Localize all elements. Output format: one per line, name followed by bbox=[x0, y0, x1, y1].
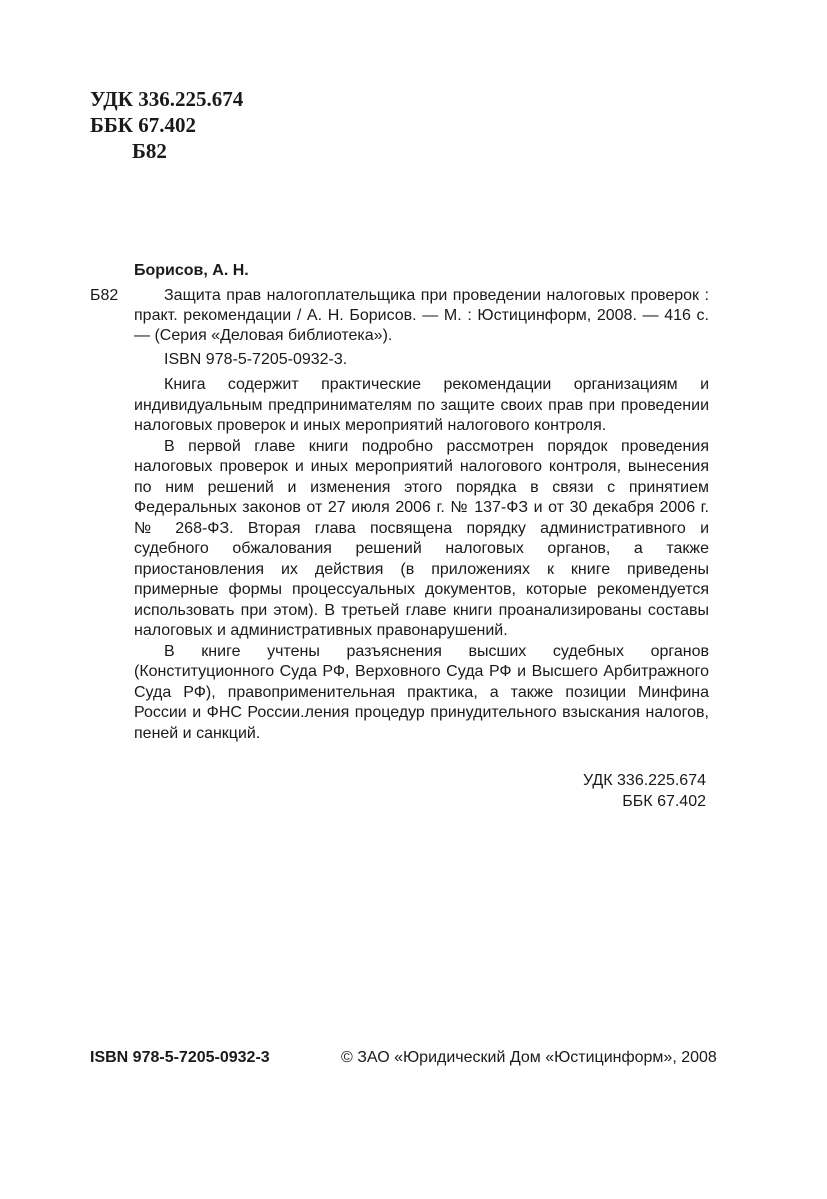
annotation-paragraph: В первой главе книги подробно рассмотрен порядок проведения налоговых проверок и иных мероприятий налогового контроля, вынесения по ним решений и изменения этого порядка в связи с принятием Федеральных законов от 27 июля 2006 г. № 137-ФЗ и от 30 декабря 2006 г. № 268-ФЗ. Вторая глава посвящена порядку административного и судебного обжалования решений налоговых органов, а также приостановления их действия (в приложениях к книге приведены примерные формы процессуальных документов, которые рекомендуется использовать при этом). В третьей главе книги проанализированы составы налоговых и административных правонарушений. bbox=[134, 437, 709, 639]
record-cutter-code: Б82 bbox=[90, 287, 119, 304]
bottom-bbk-code: ББК 67.402 bbox=[622, 793, 706, 810]
record-isbn: ISBN 978-5-7205-0932-3. bbox=[164, 351, 348, 368]
annotation-paragraph: В книге учтены разъяснения высших судебных органов (Конституционного Суда РФ, Верховного Суда РФ и Высшего Арбитражного Суда РФ), правоприменительная практика, а также позиции Минфина России и ФНС России.ления процедур принудительного взыскания налогов, пеней и санкций. bbox=[134, 642, 709, 742]
bibliographic-record bbox=[134, 286, 709, 370]
top-cutter-code: Б82 bbox=[132, 139, 167, 163]
footer-copyright: © ЗАО «Юридический Дом «Юстицинформ», 2008 bbox=[341, 1049, 717, 1066]
top-bbk-code: ББК 67.402 bbox=[90, 113, 196, 137]
bottom-udk-code: УДК 336.225.674 bbox=[582, 772, 706, 789]
annotation-paragraph: Книга содержит практические рекомендации организациям и индивидуальным предпринимателям по защите своих прав при проведении налоговых проверок и иных мероприятий налогового контроля. bbox=[134, 376, 709, 434]
top-udk-code: УДК 336.225.674 bbox=[90, 87, 244, 111]
record-author: Борисов, А. Н. bbox=[134, 262, 249, 279]
bottom-classification-block bbox=[540, 770, 706, 812]
record-title: Защита прав налогоплательщика при проведении налоговых проверок : практ. рекомендации / А. Н. Борисов. — М. : Юстицинформ, 2008. — 416 с. — (Серия «Деловая библиотека»). bbox=[134, 287, 709, 344]
annotation bbox=[134, 375, 709, 744]
footer-isbn: ISBN 978-5-7205-0932-3 bbox=[90, 1049, 270, 1066]
top-classification-block bbox=[90, 86, 243, 164]
